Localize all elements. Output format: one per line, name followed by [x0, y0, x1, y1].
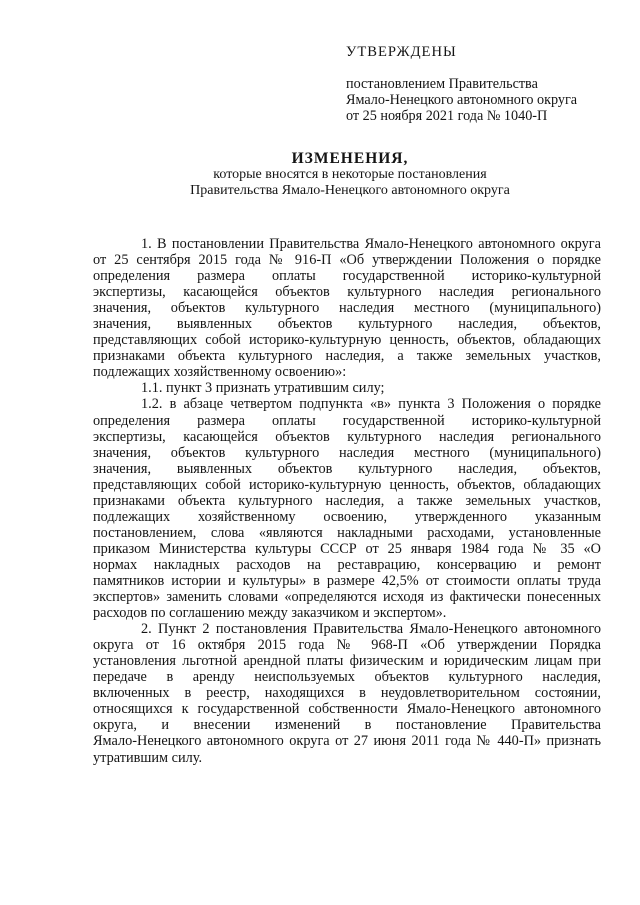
document-subtitle-2: Правительства Ямало-Ненецкого автономного округа: [190, 183, 510, 198]
text-line: экспертизы, касающейся объектов культурного наследия регионального: [93, 428, 601, 445]
text-line: признаками объекта культурного наследия, а также земельных участков,: [93, 348, 601, 365]
document-title-block: [90, 150, 610, 199]
text-line: утратившим силу.: [93, 749, 203, 766]
approval-stamp: [346, 44, 616, 124]
text-line: 1.2. в абзаце четвертом подпункта «в» пункта 3 Положения о порядке: [141, 396, 601, 413]
text-line: представляющих собой историко-культурную ценность, объектов, обладающих: [93, 476, 601, 493]
text-line: установления льготной арендной платы физическим и юридическим лицам при: [93, 653, 601, 670]
text-line: Ямало-Ненецкого автономного округа от 27 июня 2011 года № 440-П» признать: [93, 733, 601, 750]
approval-line-1: постановлением Правительства: [346, 76, 538, 92]
text-line: представляющих собой историко-культурную ценность, объектов, обладающих: [93, 332, 601, 349]
text-line: 2. Пункт 2 постановления Правительства Ямало-Ненецкого автономного: [141, 621, 601, 638]
text-line: экспертизы, касающейся объектов культурного наследия регионального: [93, 284, 601, 301]
text-line: определения размера оплаты государственной историко-культурной: [93, 412, 601, 429]
text-line: подлежащих хозяйственному освоению, утвержденного указанным: [93, 508, 601, 525]
text-line: расходов по соглашению между заказчиком и экспертом».: [93, 605, 447, 622]
text-line: передаче в аренду неиспользуемых объектов культурного наследия,: [93, 669, 601, 686]
text-line: значения, выявленных объектов культурного наследия, объектов,: [93, 316, 601, 333]
paragraph-1: [93, 236, 601, 380]
text-line: 1.1. пункт 3 признать утратившим силу;: [141, 380, 385, 397]
text-line: значения, объектов культурного наследия местного (муниципального): [93, 300, 601, 317]
text-line: подлежащих хозяйственному освоению»:: [93, 364, 347, 381]
text-line: памятников истории и культуры» в размере 42,5% от стоимости оплаты труда: [93, 572, 601, 589]
text-line: округа от 16 октября 2015 года № 968-П «Об утверждении Порядка: [93, 637, 601, 654]
text-line: приказом Министерства культуры СССР от 25 января 1984 года № 35 «О: [93, 540, 601, 557]
approval-line-3: от 25 ноября 2021 года № 1040-П: [346, 108, 548, 124]
paragraph-1-2: [93, 396, 601, 621]
document-body: [93, 236, 601, 766]
text-line: экспертов» заменить словами «определяются исходя из фактически понесенных: [93, 589, 601, 606]
text-line: признаками объекта культурного наследия, а также земельных участков,: [93, 492, 601, 509]
text-line: значения, выявленных объектов культурного наследия, объектов,: [93, 460, 601, 477]
text-line: постановлением, слова «являются накладными расходами, установленные: [93, 524, 601, 541]
text-line: от 25 сентября 2015 года № 916-П «Об утверждении Положения о порядке: [93, 252, 601, 269]
paragraph-2: [93, 621, 601, 765]
text-line: включенных в реестр, находящихся в неудовлетворительном состоянии,: [93, 685, 601, 702]
text-line: округа, и внесении изменений в постановление Правительства: [93, 717, 601, 734]
paragraph-1-1: [93, 380, 601, 396]
document-title: ИЗМЕНЕНИЯ,: [291, 150, 409, 167]
text-line: относящихся к государственной собственности Ямало-Ненецкого автономного: [93, 701, 601, 718]
text-line: нормах накладных расходов на реставрацию, консервацию и ремонт: [93, 556, 601, 573]
text-line: значения, объектов культурного наследия местного (муниципального): [93, 444, 601, 461]
document-subtitle-1: которые вносятся в некоторые постановления: [213, 167, 487, 182]
approval-heading: УТВЕРЖДЕНЫ: [346, 44, 457, 60]
text-line: определения размера оплаты государственной историко-культурной: [93, 268, 601, 285]
text-line: 1. В постановлении Правительства Ямало-Ненецкого автономного округа: [141, 236, 601, 252]
approval-line-2: Ямало-Ненецкого автономного округа: [346, 92, 578, 108]
